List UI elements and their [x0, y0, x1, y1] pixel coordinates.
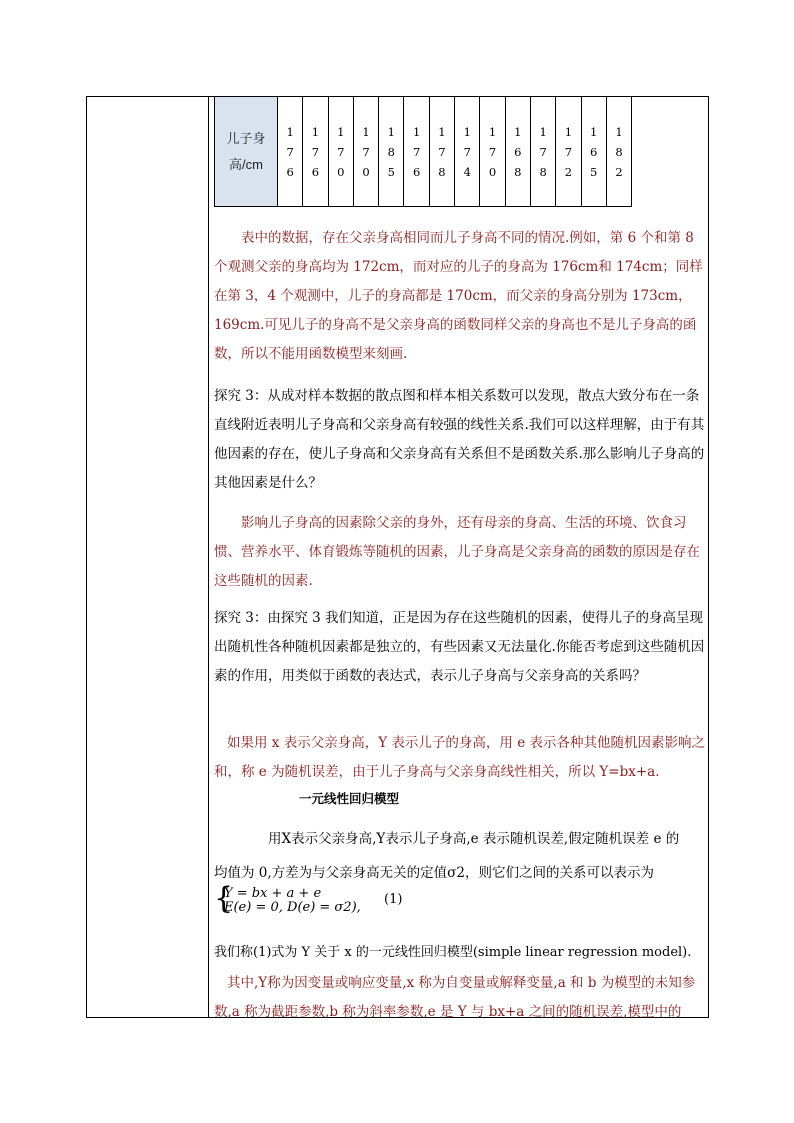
brace-symbol: {	[214, 881, 234, 916]
row-label: 儿子身高/cm	[215, 97, 278, 207]
height-cell: 1 7 2	[556, 97, 581, 207]
paragraph-example: 表中的数据，存在父亲身高相同而儿子身高不同的情况.例如，第 6 个和第 8 个观测父亲的身高均为 172cm，而对应的儿子的身高为 176cm和 174cm；同样在第 3，4 个观测中，儿子的身高都是 170cm，而父亲的身高分别为 173cm，169cm.可见儿子的身高不是父亲身高的函数同样父亲的身高也不是儿子身高的函数，所以不能用函数模型来刻画.	[214, 229, 703, 362]
height-cell: 1 8 5	[379, 97, 404, 207]
height-cell: 1 7 6	[404, 97, 429, 207]
equation-number: (1)	[384, 892, 403, 907]
paragraph-model-name: 我们称(1)式为 Y 关于 x 的一元线性回归模型(simple linear regression model).	[214, 945, 692, 960]
paragraph-explore-3b: 探究 3：由探究 3 我们知道，正是因为存在这些随机的因素，使得儿子的身高呈现出随机性各种随机因素都是独立的，有些因素又无法量化.你能否考虑到这些随机因素的作用，用类似于函数的表达式，表示儿子身高与父亲身高的关系吗？	[214, 609, 705, 684]
height-cell: 1 7 6	[278, 97, 303, 207]
height-cell: 1 7 4	[455, 97, 480, 207]
paragraph-model-b: 均值为 0,方差为与父亲身高无关的定值σ2，则它们之间的关系可以表示为	[214, 864, 654, 881]
son-height-table	[214, 96, 632, 207]
paragraph-random-error: 如果用 x 表示父亲身高，Y 表示儿子的身高，用 e 表示各种其他随机因素影响之和，称 e 为随机误差，由于儿子身高与父亲身高线性相关，所以 Y=bx+a.	[214, 734, 705, 780]
height-cell: 1 7 8	[429, 97, 454, 207]
height-cell: 1 6 8	[505, 97, 530, 207]
height-cell: 1 6 5	[581, 97, 606, 207]
height-cell: 1 7 0	[480, 97, 505, 207]
table-row	[215, 97, 632, 207]
height-cell: 1 7 8	[530, 97, 555, 207]
height-cell: 1 7 6	[303, 97, 328, 207]
paragraph-explore-3: 探究 3：从成对样本数据的散点图和样本相关系数可以发现，散点大致分布在一条直线附近表明儿子身高和父亲身高有较强的线性关系.我们可以这样理解，由于有其他因素的存在，使儿子身高和父亲身高有关系但不是函数关系.那么影响儿子身高的其他因素是什么？	[214, 387, 705, 491]
height-cell: 1 7 0	[328, 97, 353, 207]
paragraph-factors: 影响儿子身高的因素除父亲的身外，还有母亲的身高、生活的环境、饮食习惯、营养水平、体育锻炼等随机的因素，儿子身高是父亲身高的函数的原因是存在这些随机的因素.	[214, 514, 700, 589]
height-cell: 1 7 0	[353, 97, 378, 207]
paragraph-variables: 其中,Y称为因变量或响应变量,x 称为自变量或解释变量,a 和 b 为模型的未知参数,a 称为截距参数,b 称为斜率参数,e 是 Y 与 bx+a 之间的随机误差,模型中的	[214, 974, 696, 1020]
equation-line-1: Y = bx + a + e	[224, 886, 322, 901]
section-title: 一元线性回归模型	[299, 792, 400, 806]
column-divider	[208, 97, 209, 1017]
equation-line-2: E(e) = 0, D(e) = σ2),	[224, 900, 361, 915]
height-cell: 1 8 2	[606, 97, 631, 207]
regression-equation	[214, 881, 474, 917]
paragraph-model-a: 用X表示父亲身高,Y表示儿子身高,e 表示随机误差,假定随机误差 e 的	[268, 830, 680, 847]
